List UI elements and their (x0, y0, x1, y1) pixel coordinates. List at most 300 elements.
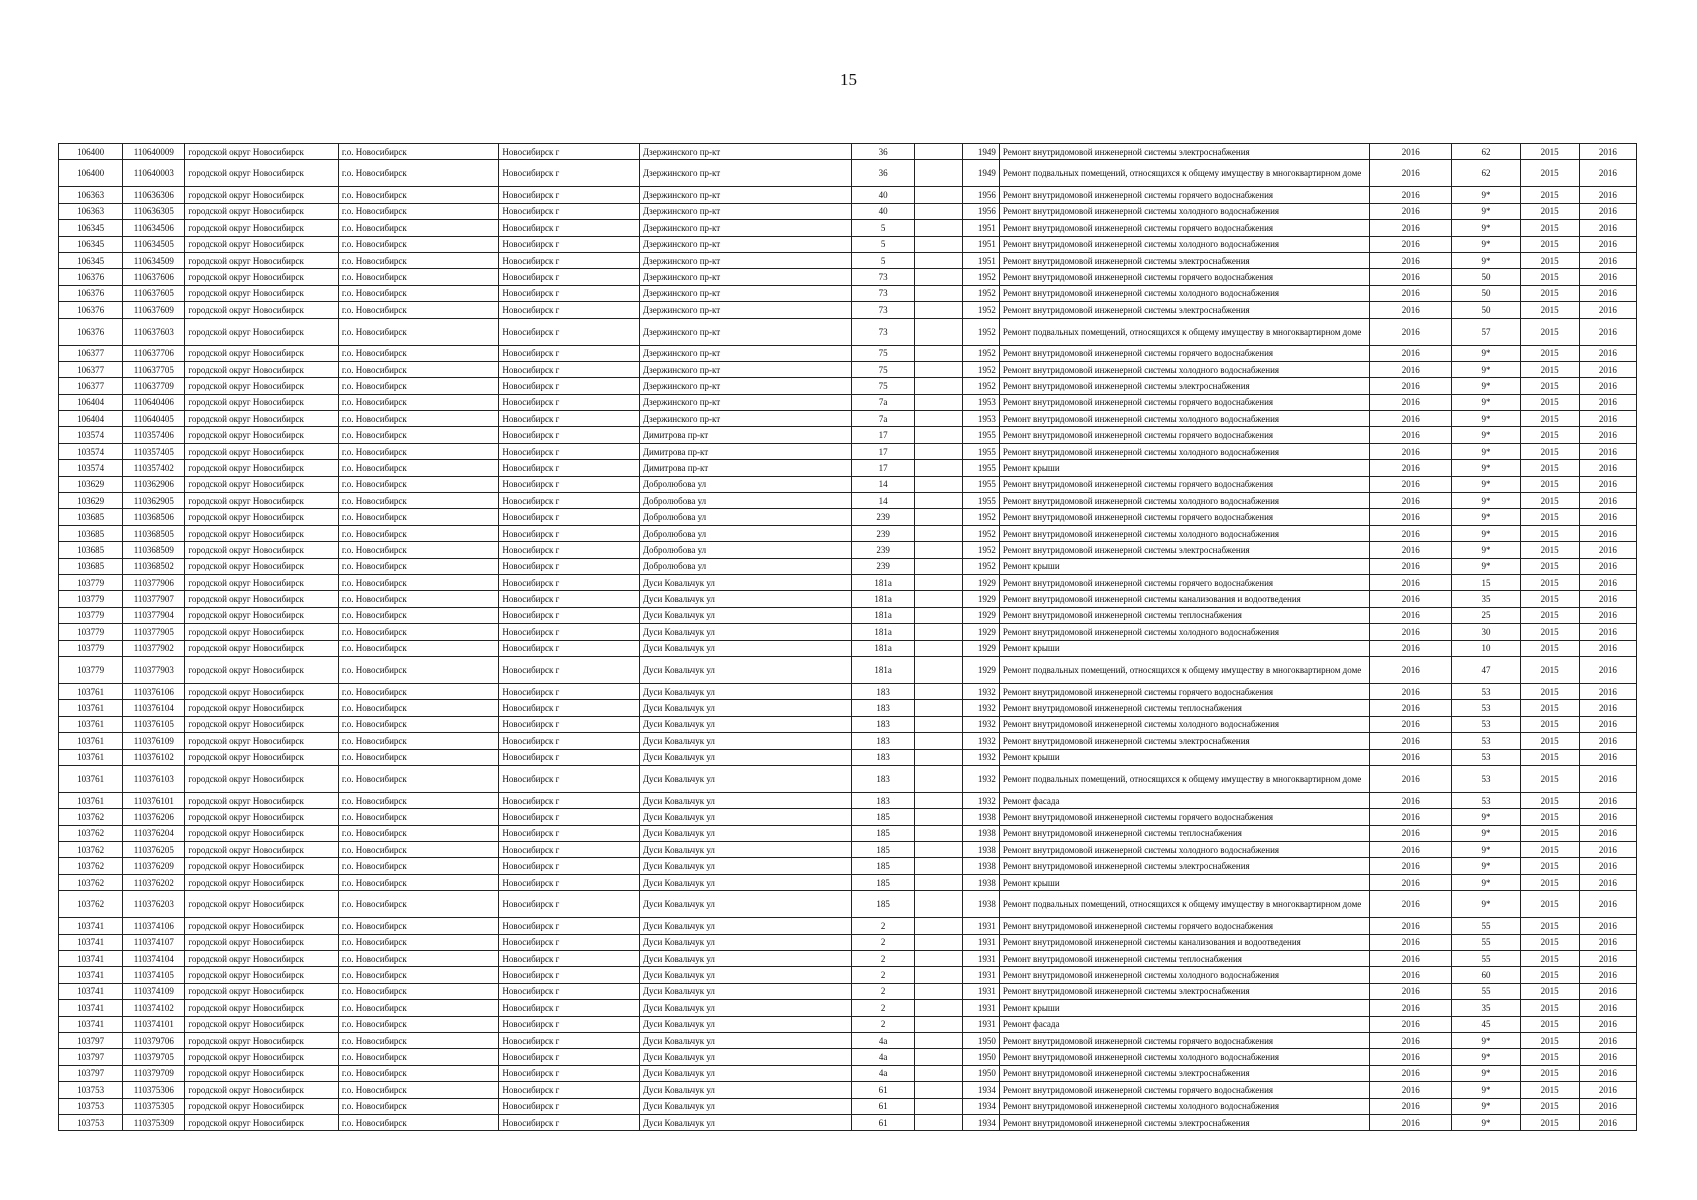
table-row (59, 187, 1637, 203)
cell-building (914, 716, 962, 732)
cell-year: 1953 (962, 411, 999, 427)
table-row (59, 967, 1637, 983)
cell-value: 53 (1452, 792, 1520, 808)
cell-value: 9* (1452, 493, 1520, 509)
cell-end_year: 2016 (1579, 509, 1636, 525)
cell-municipality: городской округ Новосибирск (185, 591, 338, 607)
cell-municipality: городской округ Новосибирск (185, 733, 338, 749)
cell-plan_year: 2016 (1370, 792, 1452, 808)
cell-start_year: 2015 (1520, 749, 1579, 765)
cell-year: 1955 (962, 493, 999, 509)
cell-year: 1952 (962, 302, 999, 318)
cell-work_type: Ремонт внутридомовой инженерной системы электроснабжения (999, 542, 1369, 558)
cell-house: 239 (852, 558, 914, 574)
cell-end_year: 2016 (1579, 951, 1636, 967)
cell-year: 1932 (962, 792, 999, 808)
cell-id: 106376 (59, 318, 123, 345)
cell-value: 45 (1452, 1016, 1520, 1032)
cell-city: Новосибирск г (499, 574, 639, 590)
table-row (59, 574, 1637, 590)
table-row (59, 842, 1637, 858)
cell-year: 1956 (962, 187, 999, 203)
cell-building (914, 345, 962, 361)
cell-start_year: 2015 (1520, 983, 1579, 999)
cell-code: 110368506 (123, 509, 185, 525)
cell-value: 9* (1452, 525, 1520, 541)
cell-city: Новосибирск г (499, 1049, 639, 1065)
table-row (59, 203, 1637, 219)
cell-code: 110379706 (123, 1032, 185, 1048)
cell-work_type: Ремонт внутридомовой инженерной системы холодного водоснабжения (999, 203, 1369, 219)
cell-end_year: 2016 (1579, 345, 1636, 361)
cell-id: 103761 (59, 716, 123, 732)
cell-building (914, 203, 962, 219)
cell-building (914, 700, 962, 716)
cell-street: Дзержинского пр-кт (639, 144, 852, 160)
cell-settlement_short: г.о. Новосибирск (338, 891, 499, 918)
cell-year: 1932 (962, 683, 999, 699)
cell-house: 4а (852, 1065, 914, 1081)
table-row (59, 825, 1637, 841)
cell-year: 1951 (962, 220, 999, 236)
cell-end_year: 2016 (1579, 858, 1636, 874)
cell-value: 9* (1452, 858, 1520, 874)
cell-id: 106363 (59, 203, 123, 219)
cell-work_type: Ремонт внутридомовой инженерной системы холодного водоснабжения (999, 236, 1369, 252)
table-row (59, 378, 1637, 394)
cell-street: Дуси Ковальчук ул (639, 1065, 852, 1081)
cell-value: 9* (1452, 1049, 1520, 1065)
cell-house: 5 (852, 236, 914, 252)
cell-year: 1956 (962, 203, 999, 219)
cell-start_year: 2015 (1520, 934, 1579, 950)
cell-street: Дуси Ковальчук ул (639, 983, 852, 999)
cell-settlement_short: г.о. Новосибирск (338, 765, 499, 792)
cell-value: 9* (1452, 361, 1520, 377)
cell-id: 103574 (59, 443, 123, 459)
table-row (59, 918, 1637, 934)
cell-code: 110379705 (123, 1049, 185, 1065)
cell-house: 239 (852, 542, 914, 558)
cell-end_year: 2016 (1579, 749, 1636, 765)
cell-street: Дзержинского пр-кт (639, 252, 852, 268)
cell-work_type: Ремонт внутридомовой инженерной системы холодного водоснабжения (999, 443, 1369, 459)
cell-plan_year: 2016 (1370, 411, 1452, 427)
cell-work_type: Ремонт внутридомовой инженерной системы горячего водоснабжения (999, 509, 1369, 525)
cell-start_year: 2015 (1520, 269, 1579, 285)
cell-start_year: 2015 (1520, 809, 1579, 825)
cell-plan_year: 2016 (1370, 345, 1452, 361)
cell-street: Дуси Ковальчук ул (639, 656, 852, 683)
cell-year: 1938 (962, 874, 999, 890)
cell-code: 110376105 (123, 716, 185, 732)
cell-work_type: Ремонт внутридомовой инженерной системы горячего водоснабжения (999, 809, 1369, 825)
cell-city: Новосибирск г (499, 427, 639, 443)
cell-municipality: городской округ Новосибирск (185, 476, 338, 492)
cell-work_type: Ремонт внутридомовой инженерной системы горячего водоснабжения (999, 1032, 1369, 1048)
cell-municipality: городской округ Новосибирск (185, 792, 338, 808)
cell-year: 1951 (962, 236, 999, 252)
cell-street: Дуси Ковальчук ул (639, 607, 852, 623)
cell-municipality: городской округ Новосибирск (185, 574, 338, 590)
cell-code: 110379709 (123, 1065, 185, 1081)
cell-value: 57 (1452, 318, 1520, 345)
cell-house: 185 (852, 858, 914, 874)
cell-value: 9* (1452, 252, 1520, 268)
cell-settlement_short: г.о. Новосибирск (338, 934, 499, 950)
cell-house: 2 (852, 1016, 914, 1032)
cell-street: Добролюбова ул (639, 558, 852, 574)
cell-id: 103761 (59, 733, 123, 749)
cell-house: 61 (852, 1098, 914, 1114)
cell-building (914, 525, 962, 541)
cell-building (914, 874, 962, 890)
cell-building (914, 1000, 962, 1016)
cell-plan_year: 2016 (1370, 302, 1452, 318)
cell-year: 1931 (962, 1000, 999, 1016)
cell-year: 1931 (962, 1016, 999, 1032)
cell-house: 75 (852, 345, 914, 361)
cell-building (914, 318, 962, 345)
cell-start_year: 2015 (1520, 700, 1579, 716)
cell-municipality: городской округ Новосибирск (185, 394, 338, 410)
cell-year: 1952 (962, 285, 999, 301)
cell-city: Новосибирск г (499, 144, 639, 160)
cell-plan_year: 2016 (1370, 809, 1452, 825)
cell-municipality: городской округ Новосибирск (185, 934, 338, 950)
cell-code: 110637605 (123, 285, 185, 301)
cell-street: Дзержинского пр-кт (639, 302, 852, 318)
cell-code: 110376101 (123, 792, 185, 808)
cell-settlement_short: г.о. Новосибирск (338, 700, 499, 716)
table-row (59, 252, 1637, 268)
cell-work_type: Ремонт подвальных помещений, относящихся к общему имуществу в многоквартирном доме (999, 765, 1369, 792)
cell-street: Добролюбова ул (639, 542, 852, 558)
cell-building (914, 656, 962, 683)
cell-municipality: городской округ Новосибирск (185, 891, 338, 918)
cell-municipality: городской округ Новосибирск (185, 1049, 338, 1065)
cell-year: 1952 (962, 558, 999, 574)
cell-work_type: Ремонт внутридомовой инженерной системы электроснабжения (999, 144, 1369, 160)
cell-code: 110640003 (123, 160, 185, 187)
cell-id: 106376 (59, 269, 123, 285)
cell-start_year: 2015 (1520, 302, 1579, 318)
cell-house: 36 (852, 144, 914, 160)
cell-id: 103779 (59, 574, 123, 590)
cell-house: 185 (852, 825, 914, 841)
cell-value: 50 (1452, 302, 1520, 318)
cell-plan_year: 2016 (1370, 1000, 1452, 1016)
cell-end_year: 2016 (1579, 285, 1636, 301)
cell-street: Дзержинского пр-кт (639, 361, 852, 377)
cell-city: Новосибирск г (499, 874, 639, 890)
cell-code: 110362905 (123, 493, 185, 509)
cell-settlement_short: г.о. Новосибирск (338, 983, 499, 999)
cell-house: 183 (852, 733, 914, 749)
cell-city: Новосибирск г (499, 591, 639, 607)
cell-street: Дзержинского пр-кт (639, 378, 852, 394)
cell-municipality: городской округ Новосибирск (185, 460, 338, 476)
cell-street: Дзержинского пр-кт (639, 269, 852, 285)
table-row (59, 1049, 1637, 1065)
cell-plan_year: 2016 (1370, 967, 1452, 983)
cell-plan_year: 2016 (1370, 624, 1452, 640)
cell-plan_year: 2016 (1370, 542, 1452, 558)
cell-work_type: Ремонт подвальных помещений, относящихся к общему имуществу в многоквартирном доме (999, 656, 1369, 683)
cell-city: Новосибирск г (499, 443, 639, 459)
cell-value: 9* (1452, 443, 1520, 459)
cell-id: 103741 (59, 934, 123, 950)
table-row (59, 640, 1637, 656)
table-row (59, 476, 1637, 492)
cell-work_type: Ремонт внутридомовой инженерной системы горячего водоснабжения (999, 427, 1369, 443)
cell-street: Дзержинского пр-кт (639, 187, 852, 203)
cell-building (914, 220, 962, 236)
cell-work_type: Ремонт внутридомовой инженерной системы горячего водоснабжения (999, 574, 1369, 590)
cell-street: Дуси Ковальчук ул (639, 1049, 852, 1065)
cell-settlement_short: г.о. Новосибирск (338, 476, 499, 492)
cell-value: 9* (1452, 874, 1520, 890)
cell-work_type: Ремонт внутридомовой инженерной системы холодного водоснабжения (999, 285, 1369, 301)
cell-value: 9* (1452, 411, 1520, 427)
cell-house: 4а (852, 1049, 914, 1065)
cell-id: 106377 (59, 345, 123, 361)
cell-id: 103779 (59, 591, 123, 607)
cell-street: Дуси Ковальчук ул (639, 640, 852, 656)
cell-municipality: городской округ Новосибирск (185, 983, 338, 999)
cell-value: 53 (1452, 700, 1520, 716)
cell-end_year: 2016 (1579, 187, 1636, 203)
cell-code: 110377905 (123, 624, 185, 640)
cell-id: 106400 (59, 144, 123, 160)
cell-settlement_short: г.о. Новосибирск (338, 187, 499, 203)
table-row (59, 427, 1637, 443)
cell-code: 110376109 (123, 733, 185, 749)
cell-plan_year: 2016 (1370, 842, 1452, 858)
cell-city: Новосибирск г (499, 700, 639, 716)
cell-settlement_short: г.о. Новосибирск (338, 1098, 499, 1114)
cell-id: 103797 (59, 1049, 123, 1065)
cell-house: 181а (852, 624, 914, 640)
cell-year: 1934 (962, 1114, 999, 1130)
cell-id: 106363 (59, 187, 123, 203)
cell-end_year: 2016 (1579, 220, 1636, 236)
cell-settlement_short: г.о. Новосибирск (338, 591, 499, 607)
cell-plan_year: 2016 (1370, 1016, 1452, 1032)
cell-settlement_short: г.о. Новосибирск (338, 607, 499, 623)
cell-city: Новосибирск г (499, 656, 639, 683)
cell-year: 1929 (962, 640, 999, 656)
cell-end_year: 2016 (1579, 918, 1636, 934)
cell-street: Дзержинского пр-кт (639, 318, 852, 345)
cell-end_year: 2016 (1579, 525, 1636, 541)
cell-id: 103779 (59, 607, 123, 623)
table-body (59, 144, 1637, 1131)
cell-code: 110374105 (123, 967, 185, 983)
table-row (59, 683, 1637, 699)
cell-start_year: 2015 (1520, 427, 1579, 443)
cell-code: 110374109 (123, 983, 185, 999)
cell-year: 1929 (962, 574, 999, 590)
cell-city: Новосибирск г (499, 542, 639, 558)
cell-end_year: 2016 (1579, 842, 1636, 858)
cell-city: Новосибирск г (499, 345, 639, 361)
cell-street: Дуси Ковальчук ул (639, 1098, 852, 1114)
cell-end_year: 2016 (1579, 252, 1636, 268)
cell-start_year: 2015 (1520, 716, 1579, 732)
cell-house: 73 (852, 302, 914, 318)
cell-building (914, 591, 962, 607)
cell-city: Новосибирск г (499, 302, 639, 318)
cell-building (914, 1082, 962, 1098)
cell-work_type: Ремонт внутридомовой инженерной системы теплоснабжения (999, 951, 1369, 967)
cell-value: 50 (1452, 269, 1520, 285)
cell-code: 110637606 (123, 269, 185, 285)
cell-house: 181а (852, 656, 914, 683)
cell-start_year: 2015 (1520, 525, 1579, 541)
table-row (59, 144, 1637, 160)
cell-house: 2 (852, 983, 914, 999)
cell-settlement_short: г.о. Новосибирск (338, 733, 499, 749)
cell-code: 110376205 (123, 842, 185, 858)
cell-year: 1955 (962, 427, 999, 443)
table-row (59, 1065, 1637, 1081)
cell-city: Новосибирск г (499, 220, 639, 236)
cell-municipality: городской округ Новосибирск (185, 236, 338, 252)
cell-municipality: городской округ Новосибирск (185, 302, 338, 318)
cell-house: 183 (852, 683, 914, 699)
cell-plan_year: 2016 (1370, 160, 1452, 187)
cell-code: 110636305 (123, 203, 185, 219)
table-row (59, 558, 1637, 574)
cell-street: Добролюбова ул (639, 509, 852, 525)
cell-street: Дуси Ковальчук ул (639, 967, 852, 983)
cell-id: 103761 (59, 683, 123, 699)
cell-plan_year: 2016 (1370, 574, 1452, 590)
cell-id: 103753 (59, 1114, 123, 1130)
cell-house: 183 (852, 765, 914, 792)
cell-year: 1932 (962, 749, 999, 765)
cell-end_year: 2016 (1579, 427, 1636, 443)
cell-start_year: 2015 (1520, 858, 1579, 874)
cell-settlement_short: г.о. Новосибирск (338, 525, 499, 541)
cell-municipality: городской округ Новосибирск (185, 558, 338, 574)
cell-end_year: 2016 (1579, 269, 1636, 285)
cell-city: Новосибирск г (499, 1114, 639, 1130)
cell-code: 110376203 (123, 891, 185, 918)
cell-city: Новосибирск г (499, 187, 639, 203)
cell-work_type: Ремонт внутридомовой инженерной системы горячего водоснабжения (999, 394, 1369, 410)
cell-start_year: 2015 (1520, 509, 1579, 525)
cell-year: 1929 (962, 591, 999, 607)
cell-municipality: городской округ Новосибирск (185, 525, 338, 541)
cell-street: Дзержинского пр-кт (639, 394, 852, 410)
cell-street: Дзержинского пр-кт (639, 203, 852, 219)
cell-city: Новосибирск г (499, 733, 639, 749)
cell-work_type: Ремонт подвальных помещений, относящихся к общему имуществу в многоквартирном доме (999, 160, 1369, 187)
cell-city: Новосибирск г (499, 411, 639, 427)
cell-settlement_short: г.о. Новосибирск (338, 716, 499, 732)
cell-settlement_short: г.о. Новосибирск (338, 378, 499, 394)
cell-value: 9* (1452, 1098, 1520, 1114)
cell-start_year: 2015 (1520, 574, 1579, 590)
cell-value: 9* (1452, 1082, 1520, 1098)
cell-id: 103741 (59, 1000, 123, 1016)
cell-value: 53 (1452, 733, 1520, 749)
table-row (59, 509, 1637, 525)
cell-year: 1931 (962, 951, 999, 967)
cell-id: 106404 (59, 394, 123, 410)
cell-year: 1934 (962, 1082, 999, 1098)
cell-work_type: Ремонт крыши (999, 558, 1369, 574)
cell-id: 103574 (59, 460, 123, 476)
cell-code: 110374104 (123, 951, 185, 967)
cell-city: Новосибирск г (499, 1065, 639, 1081)
cell-settlement_short: г.о. Новосибирск (338, 220, 499, 236)
cell-settlement_short: г.о. Новосибирск (338, 825, 499, 841)
cell-id: 103741 (59, 918, 123, 934)
cell-year: 1932 (962, 733, 999, 749)
cell-plan_year: 2016 (1370, 509, 1452, 525)
cell-value: 55 (1452, 918, 1520, 934)
cell-end_year: 2016 (1579, 809, 1636, 825)
cell-house: 2 (852, 951, 914, 967)
cell-id: 106376 (59, 302, 123, 318)
cell-code: 110640405 (123, 411, 185, 427)
cell-house: 40 (852, 187, 914, 203)
cell-house: 17 (852, 443, 914, 459)
cell-settlement_short: г.о. Новосибирск (338, 1016, 499, 1032)
cell-settlement_short: г.о. Новосибирск (338, 345, 499, 361)
cell-year: 1929 (962, 624, 999, 640)
cell-value: 9* (1452, 1065, 1520, 1081)
cell-house: 181а (852, 591, 914, 607)
cell-building (914, 1114, 962, 1130)
cell-settlement_short: г.о. Новосибирск (338, 967, 499, 983)
cell-id: 103685 (59, 558, 123, 574)
cell-start_year: 2015 (1520, 443, 1579, 459)
cell-street: Дзержинского пр-кт (639, 236, 852, 252)
cell-work_type: Ремонт внутридомовой инженерной системы электроснабжения (999, 1065, 1369, 1081)
cell-house: 7а (852, 394, 914, 410)
cell-plan_year: 2016 (1370, 1065, 1452, 1081)
cell-year: 1955 (962, 443, 999, 459)
cell-end_year: 2016 (1579, 967, 1636, 983)
cell-settlement_short: г.о. Новосибирск (338, 160, 499, 187)
cell-settlement_short: г.о. Новосибирск (338, 1114, 499, 1130)
cell-city: Новосибирск г (499, 1000, 639, 1016)
cell-building (914, 640, 962, 656)
cell-year: 1952 (962, 318, 999, 345)
cell-code: 110640009 (123, 144, 185, 160)
cell-building (914, 749, 962, 765)
cell-work_type: Ремонт внутридомовой инженерной системы горячего водоснабжения (999, 269, 1369, 285)
cell-work_type: Ремонт подвальных помещений, относящихся к общему имуществу в многоквартирном доме (999, 318, 1369, 345)
cell-id: 106377 (59, 378, 123, 394)
cell-municipality: городской округ Новосибирск (185, 607, 338, 623)
cell-city: Новосибирск г (499, 967, 639, 983)
cell-code: 110376202 (123, 874, 185, 890)
cell-settlement_short: г.о. Новосибирск (338, 640, 499, 656)
cell-municipality: городской округ Новосибирск (185, 749, 338, 765)
cell-end_year: 2016 (1579, 1114, 1636, 1130)
cell-building (914, 858, 962, 874)
cell-code: 110637709 (123, 378, 185, 394)
cell-street: Добролюбова ул (639, 476, 852, 492)
cell-end_year: 2016 (1579, 733, 1636, 749)
cell-municipality: городской округ Новосибирск (185, 918, 338, 934)
cell-plan_year: 2016 (1370, 825, 1452, 841)
